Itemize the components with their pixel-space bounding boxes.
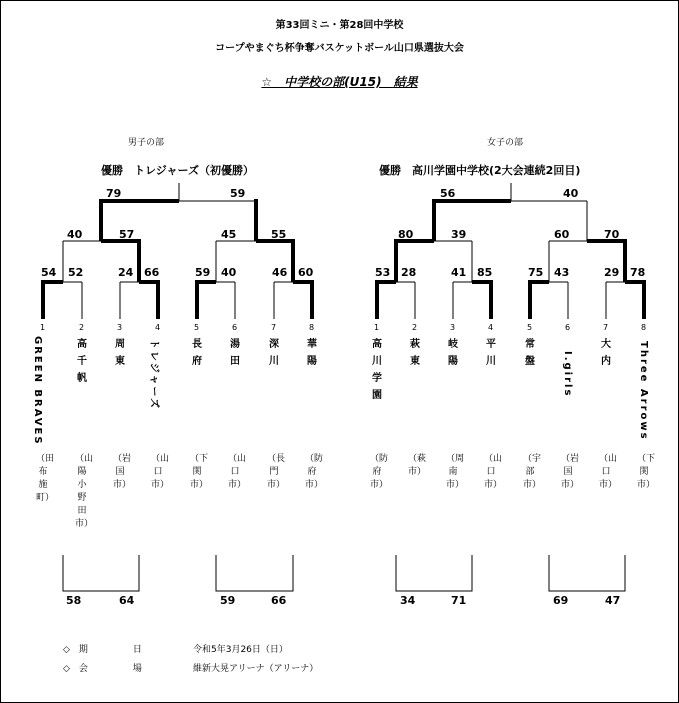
girls-team-location: （萩市） <box>408 454 427 477</box>
division-result-heading: ☆ 中学校の部(U15) 結果 <box>261 75 418 89</box>
boys-r1-score: 52 <box>68 266 84 279</box>
girls-seed-number: 4 <box>488 323 494 332</box>
boys-team-location: （田布施町） <box>36 454 55 503</box>
boys-seed-number: 5 <box>194 323 200 332</box>
tournament-title-line2: コープやまぐち杯争奪バスケットボール山口県選抜大会 <box>215 43 464 54</box>
boys-r1-score: 60 <box>298 266 314 279</box>
boys-semi-score: 40 <box>67 228 83 241</box>
boys-team-name: 周東 <box>115 339 125 367</box>
girls-champion: 優勝 高川学園中学校(2大会連続2回目) <box>379 164 581 177</box>
girls-final-score-left: 56 <box>440 187 456 200</box>
boys-team-location: （岩国市） <box>113 454 132 490</box>
girls-team-name: 大内 <box>601 339 611 367</box>
boys-r1-score: 54 <box>41 266 57 279</box>
girls-team-name: 萩東 <box>410 339 420 367</box>
boys-seed-number: 6 <box>232 323 238 332</box>
girls-r1-score: 75 <box>528 266 544 279</box>
girls-section-label: 女子の部 <box>487 138 524 148</box>
girls-seed-number: 6 <box>565 323 571 332</box>
girls-r1-score: 41 <box>451 266 467 279</box>
girls-team-name: 平川 <box>486 339 496 367</box>
girls-consolation-score: 47 <box>605 594 621 607</box>
girls-team-location: （宇部市） <box>523 454 542 490</box>
boys-r1-score: 24 <box>118 266 134 279</box>
boys-consolation-score: 64 <box>119 594 135 607</box>
boys-consolation-score: 58 <box>66 594 82 607</box>
boys-team-name: 深川 <box>269 339 279 367</box>
boys-section-label: 男子の部 <box>128 138 165 148</box>
girls-seed-number: 3 <box>450 323 456 332</box>
boys-consolation-score: 66 <box>271 594 287 607</box>
boys-seed-number: 8 <box>309 323 315 332</box>
girls-r1-score: 28 <box>401 266 417 279</box>
boys-seed-number: 2 <box>79 323 85 332</box>
girls-seed-number: 1 <box>374 323 380 332</box>
girls-final-score-right: 40 <box>563 187 579 200</box>
boys-team-location: （防府市） <box>305 454 324 490</box>
boys-seed-number: 4 <box>155 323 161 332</box>
boys-team-location: （山口市） <box>151 454 170 490</box>
venue-label: ◇ 会 場 <box>63 664 142 674</box>
boys-seed-number: 1 <box>40 323 46 332</box>
girls-team-location: （下関市） <box>637 454 656 490</box>
girls-semi-score: 70 <box>604 228 620 241</box>
boys-team-location: （山口市） <box>228 454 247 490</box>
boys-semi-score: 57 <box>119 228 135 241</box>
tournament-title-line1: 第33回ミニ・第28回中学校 <box>275 20 404 31</box>
girls-consolation-score: 34 <box>400 594 416 607</box>
boys-r1-score: 46 <box>272 266 288 279</box>
girls-r1-score: 53 <box>375 266 391 279</box>
boys-team-name: トレジャーズ <box>148 339 159 411</box>
girls-semi-score: 39 <box>451 228 467 241</box>
date-label: ◇ 期 日 <box>63 645 142 655</box>
boys-champion: 優勝 トレジャーズ（初優勝） <box>101 164 254 177</box>
boys-semi-score: 55 <box>271 228 287 241</box>
girls-team-location: （山口市） <box>599 454 618 490</box>
boys-semi-score: 45 <box>221 228 237 241</box>
girls-semi-score: 80 <box>398 228 414 241</box>
boys-team-location: （山陽小野田市） <box>75 454 94 529</box>
boys-team-location: （下関市） <box>190 454 209 490</box>
girls-team-name: 岐陽 <box>448 339 458 367</box>
girls-semi-score: 60 <box>554 228 570 241</box>
boys-team-name: 高千帆 <box>77 339 87 384</box>
boys-team-name: 長府 <box>192 339 202 367</box>
boys-team-name: 湯田 <box>230 339 240 367</box>
boys-team-name: GREEN BRAVES <box>32 336 43 446</box>
girls-r1-score: 29 <box>604 266 620 279</box>
girls-team-name: 常盤 <box>525 339 535 367</box>
boys-consolation-score: 59 <box>220 594 236 607</box>
boys-r1-score: 66 <box>144 266 160 279</box>
girls-consolation-score: 71 <box>451 594 467 607</box>
girls-consolation-score: 69 <box>553 594 569 607</box>
boys-final-score-right: 59 <box>230 187 246 200</box>
girls-seed-number: 7 <box>603 323 609 332</box>
boys-seed-number: 3 <box>117 323 123 332</box>
boys-r1-score: 40 <box>221 266 237 279</box>
girls-seed-number: 5 <box>527 323 533 332</box>
girls-team-location: （周南市） <box>446 454 465 490</box>
boys-seed-number: 7 <box>271 323 277 332</box>
girls-r1-score: 78 <box>630 266 646 279</box>
girls-team-location: （山口市） <box>484 454 503 490</box>
boys-team-name: 華陽 <box>307 339 317 367</box>
bracket-lines <box>1 1 678 702</box>
boys-team-location: （長門市） <box>267 454 286 490</box>
date-value: 令和5年3月26日（日） <box>193 645 288 655</box>
girls-team-name: I.girls <box>562 351 573 398</box>
girls-seed-number: 2 <box>412 323 418 332</box>
girls-team-location: （防府市） <box>370 454 389 490</box>
girls-seed-number: 8 <box>641 323 647 332</box>
boys-final-score-left: 79 <box>106 187 122 200</box>
boys-r1-score: 59 <box>195 266 211 279</box>
girls-team-name: 高川学園 <box>372 339 382 401</box>
girls-r1-score: 43 <box>554 266 570 279</box>
girls-r1-score: 85 <box>477 266 493 279</box>
venue-value: 維新大晃アリーナ（アリーナ） <box>193 664 319 674</box>
girls-team-name: Three Arrows <box>638 341 649 441</box>
girls-team-location: （岩国市） <box>561 454 580 490</box>
